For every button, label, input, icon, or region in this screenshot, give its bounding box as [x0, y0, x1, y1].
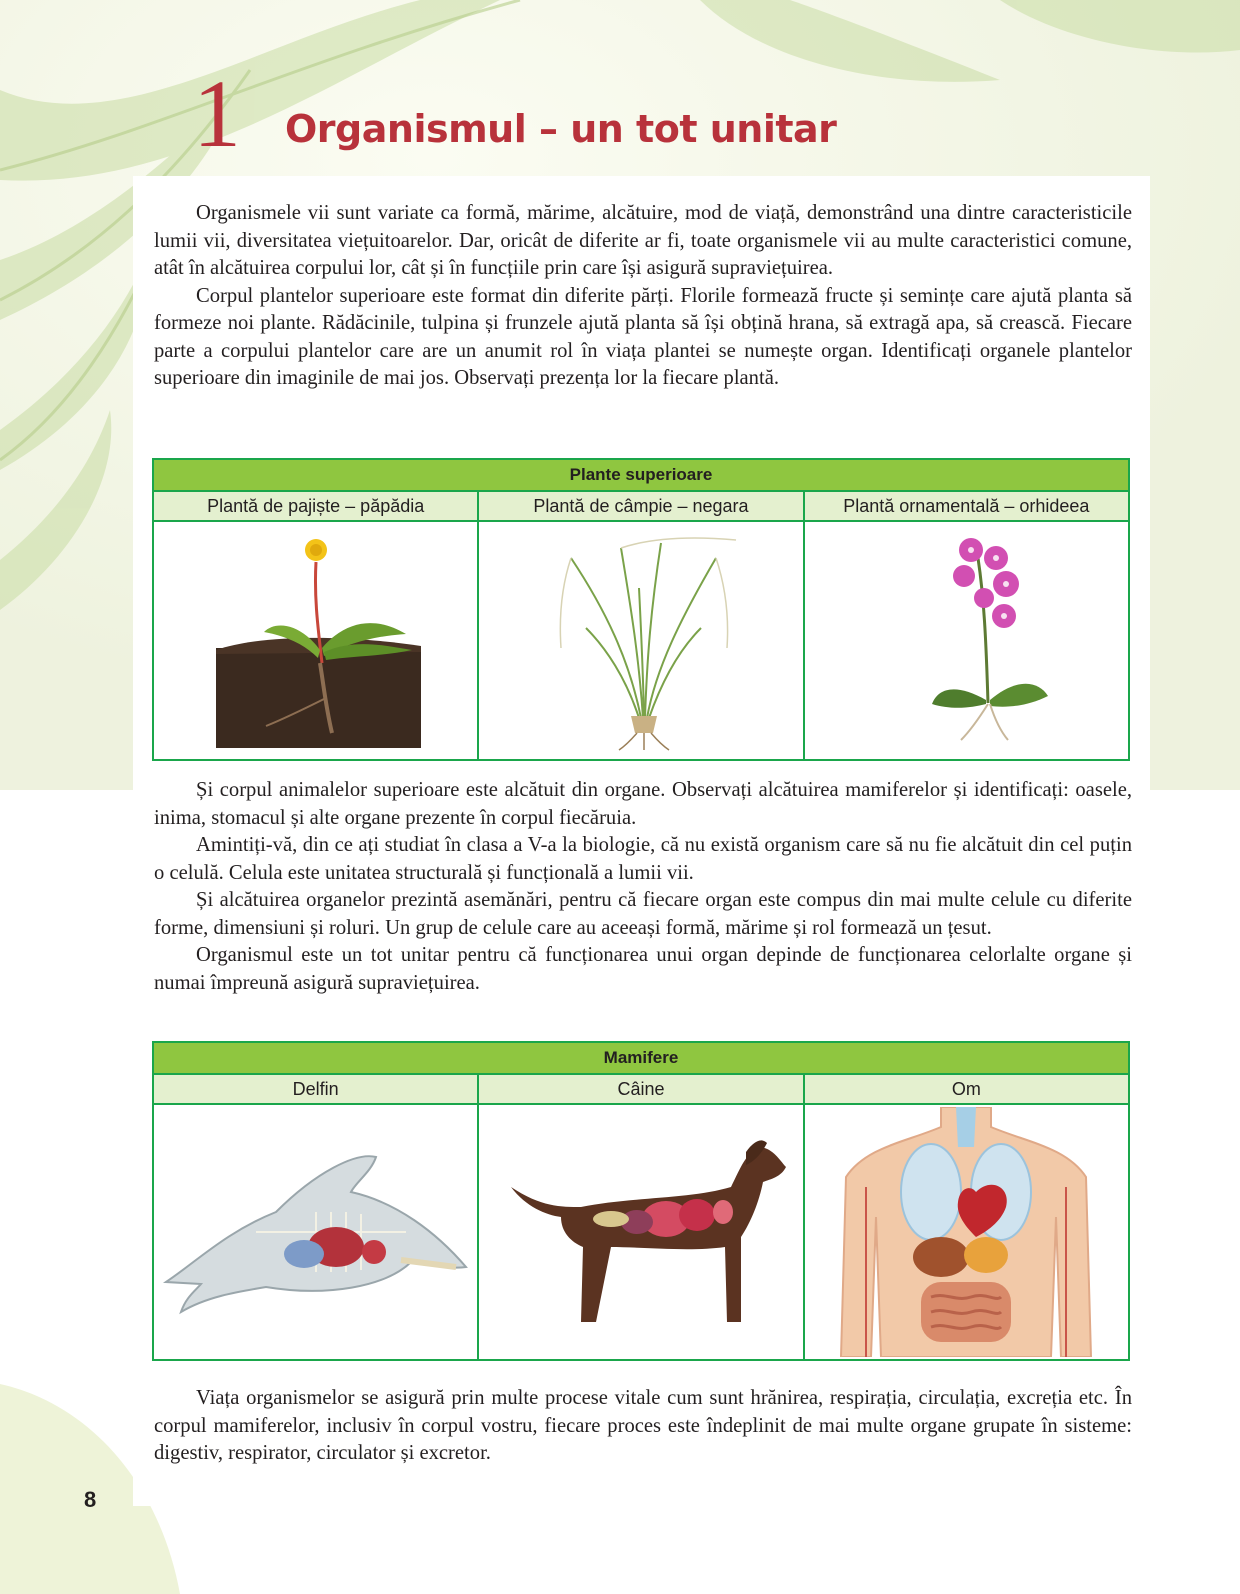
dolphin-anatomy-image	[156, 1112, 476, 1352]
intro-text	[154, 200, 1132, 393]
dog-cell	[478, 1104, 803, 1360]
chapter-number: 1	[193, 60, 241, 167]
dog-anatomy-image	[491, 1107, 791, 1357]
human-anatomy-image	[806, 1107, 1126, 1357]
column-header-orchid: Plantă ornamentală – orhideea	[804, 491, 1129, 521]
paragraph: Organismele vii sunt variate ca formă, mărime, alcătuire, mod de viață, demonstrând una dintre caracteristicile lumii vii, diversitatea viețuitoarelor. Dar, oricât de diferite ar fi, toate organismele vii au multe caracteristici comune, atât în alcătuirea corpului lor, cât și în funcțiile prin care își asigură supraviețuirea.	[154, 202, 1132, 279]
paragraph: Și corpul animalelor superioare este alcătuit din organe. Observați alcătuirea mamiferelor și identificați: oasele, inima, stomacul și alte organe prezente în corpul fiecăruia.	[154, 779, 1132, 829]
closing-text	[154, 1385, 1132, 1468]
dandelion-image	[206, 528, 426, 753]
orchid-cell	[804, 521, 1129, 760]
paragraph: Și alcătuirea organelor prezintă asemănări, pentru că fiecare organ este compus din mai multe celule cu diferite forme, dimensiuni și roluri. Un grup de celule care au aceeași formă, mărime și rol formează un țesut.	[154, 889, 1132, 939]
paragraph: Amintiți-vă, din ce ați studiat în clasa a V-a la biologie, că nu există organism care să nu fie alcătuit din cel puțin o celulă. Celula este unitatea structurală și funcțională a lumii vii.	[154, 834, 1132, 884]
column-header-human: Om	[804, 1074, 1129, 1104]
human-cell	[804, 1104, 1129, 1360]
column-header-dog: Câine	[478, 1074, 803, 1104]
feather-grass-image	[531, 528, 751, 753]
page-number: 8	[84, 1487, 97, 1512]
paragraph: Organismul este un tot unitar pentru că funcționarea unui organ depinde de funcționarea celorlalte organe și numai împreună asigură supraviețuirea.	[154, 944, 1132, 994]
column-header-feather-grass: Plantă de câmpie – negara	[478, 491, 803, 521]
mammals-table	[152, 1041, 1130, 1361]
body-text	[154, 777, 1132, 997]
plants-table	[152, 458, 1130, 761]
plants-table-title: Plante superioare	[153, 459, 1129, 491]
paragraph: Corpul plantelor superioare este format din diferite părți. Florile formează fructe și semințe care ajută planta să formeze noi plante. Rădăcinile, tulpina și frunzele ajută planta să își obțină hrana, să extragă apa, să crească. Fiecare parte a corpului plantelor care are un anumit rol în viața plantei se numește organ. Identificați organele plantelor superioare din imaginile de mai jos. Observați prezența lor la fiecare plantă.	[154, 284, 1132, 389]
orchid-image	[856, 528, 1076, 753]
dandelion-cell	[153, 521, 478, 760]
column-header-dolphin: Delfin	[153, 1074, 478, 1104]
paragraph: Viața organismelor se asigură prin multe procese vitale cum sunt hrănirea, respirația, circulația, excreția etc. În corpul mamiferelor, inclusiv în corpul vostru, fiecare proces este îndeplinit de mai multe organe grupate în sisteme: digestiv, respirator, circulator și excretor.	[154, 1387, 1132, 1464]
mammals-table-title: Mamifere	[153, 1042, 1129, 1074]
dolphin-cell	[153, 1104, 478, 1360]
column-header-dandelion: Plantă de pajiște – păpădia	[153, 491, 478, 521]
feather-grass-cell	[478, 521, 803, 760]
chapter-title: Organismul – un tot unitar	[285, 107, 837, 151]
